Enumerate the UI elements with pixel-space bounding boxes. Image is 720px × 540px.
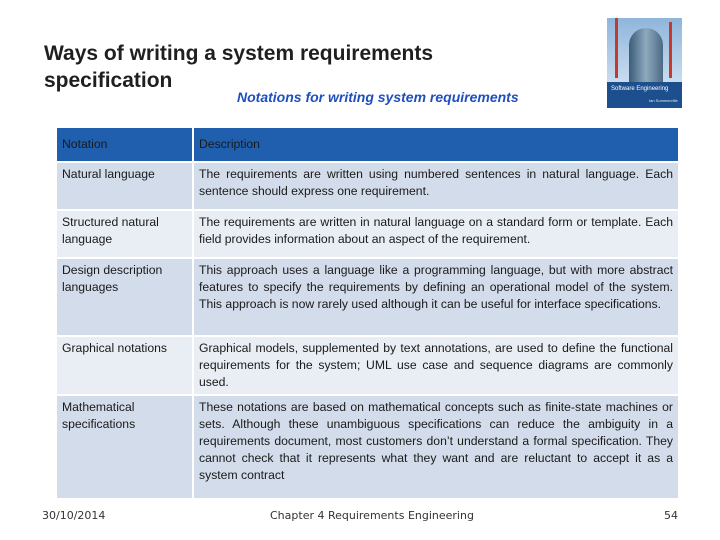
header-description: Description — [193, 127, 679, 162]
description-cell: Graphical models, supplemented by text annotations, are used to define the functional requirements for the system; UML use case and sequence diagrams are commonly used. — [193, 336, 679, 395]
gherkin-tower-graphic — [629, 28, 663, 88]
notation-cell: Structured natural language — [56, 210, 193, 258]
description-cell: The requirements are written using numbered sentences in natural language. Each sentence should express one requirement. — [193, 162, 679, 210]
notation-cell: Design description languages — [56, 258, 193, 336]
header-notation: Notation — [56, 127, 193, 162]
notation-cell: Mathematical specifications — [56, 395, 193, 499]
table-row — [56, 395, 679, 499]
table-row — [56, 258, 679, 336]
book-cover-author: Ian Sommerville — [649, 98, 678, 103]
description-cell: This approach uses a language like a programming language, but with more abstract features to specify the requirements by defining an operational model of the system. This approach is now rarely used although it can be useful for interface specifications. — [193, 258, 679, 336]
notations-table — [55, 126, 680, 500]
table-row — [56, 210, 679, 258]
description-cell: The requirements are written in natural language on a standard form or template. Each field provides information about an aspect of the requirement. — [193, 210, 679, 258]
table-header-row — [56, 127, 679, 162]
footer-page-number: 54 — [664, 509, 678, 522]
table-row — [56, 162, 679, 210]
table-row — [56, 336, 679, 395]
notation-cell: Graphical notations — [56, 336, 193, 395]
footer-date: 30/10/2014 — [42, 509, 106, 522]
slide-subtitle: Notations for writing system requirements — [237, 89, 519, 105]
book-cover-image — [607, 18, 682, 108]
book-cover-title: Software Engineering — [611, 86, 669, 92]
footer-chapter: Chapter 4 Requirements Engineering — [270, 509, 474, 522]
slide-title: Ways of writing a system requirements specification — [44, 42, 434, 92]
description-cell: These notations are based on mathematical concepts such as finite-state machines or sets. Although these unambiguous specifications can reduce the ambiguity in a requirements document, most customers don’t understand a formal specification. They cannot check that it represents what they want and are reluctant to accept it as a system contract — [193, 395, 679, 499]
notation-cell: Natural language — [56, 162, 193, 210]
